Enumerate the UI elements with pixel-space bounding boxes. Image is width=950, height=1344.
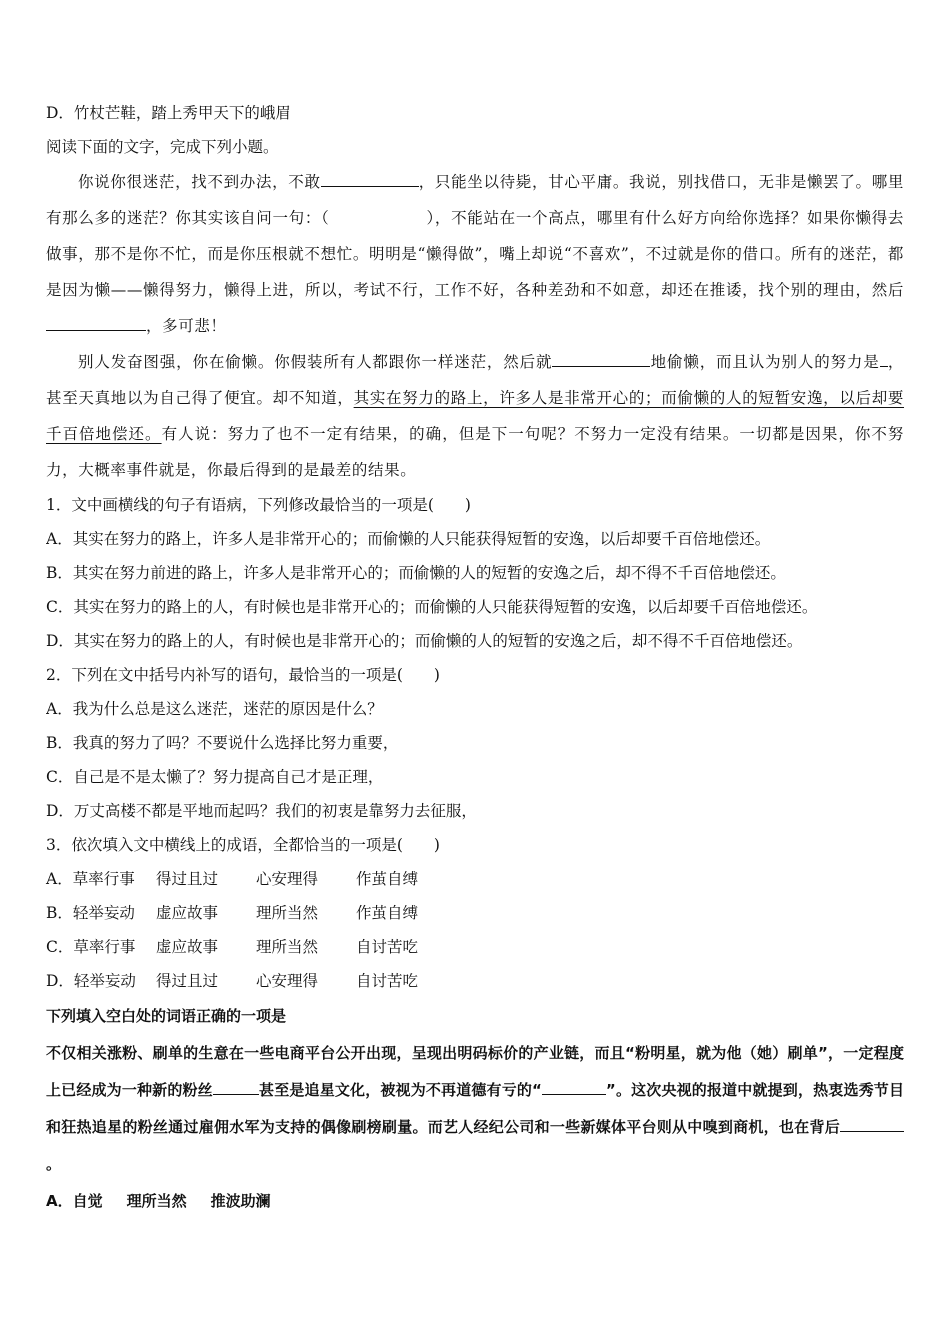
q4-option-word: 推波助澜	[210, 1192, 271, 1210]
fill-blank-1	[321, 168, 419, 187]
q2-option-b[interactable]: B．我真的努力了吗？不要说什么选择比努力重要，	[46, 734, 399, 752]
question-1-stem: 1．文中画横线的句子有语病，下列修改最恰当的一项是( )	[46, 496, 471, 514]
q4-option-word: 理所当然	[126, 1192, 187, 1210]
passage-text: 有人说：努力了也不一定有结果，的确，但是下一句呢？不努力一定没有结果。一切都是因果，你不努力，大概率事件就是，你最后得到的是最差的结果。	[46, 425, 904, 479]
q3-option-word: 自讨苦吃	[356, 938, 419, 956]
question-2-stem: 2．下列在文中括号内补写的语句，最恰当的一项是( )	[46, 666, 440, 684]
q3-option-word: 虚应故事	[156, 938, 219, 956]
q4-blank-3	[840, 1113, 904, 1132]
q4-blank-1	[213, 1076, 259, 1095]
question-4-stem: 下列填入空白处的词语正确的一项是	[46, 1007, 287, 1025]
q3-option-word: 理所当然	[256, 938, 319, 956]
q4-option-label: A．自觉	[46, 1192, 103, 1210]
q4-text: 甚至是追星文化，被视为不再道德有亏的“	[258, 1081, 542, 1099]
underlined-sentence: 其实在努力的路上，许多人是非常开心的；而偷懒的人的短暂安逸，以后却要千百倍地偿还。	[46, 389, 905, 443]
q3-option-b[interactable]	[46, 896, 904, 930]
document-page	[46, 96, 904, 1219]
passage-text: 你说你很迷茫，找不到办法，不敢	[78, 173, 321, 191]
q3-option-word: 自讨苦吃	[356, 972, 419, 990]
passage-text: ，只能坐以待毙，甘心平庸。我说，别找借口，无非是懒罢了。哪里有那么多的迷茫？你其实该自问一句：（ ），不能站在一个高点，哪里有什么好方向给你选择？如果你懒得去做事，那不是你不忙，而是你压根就不想忙。明明是“懒得做”，嘴上却说“不喜欢”，不过就是你的借口。所有的迷茫，都是因为懒——懒得努力，懒得上进，所以，考试不行，工作不好，各种差劲和不如意，却还在推诿，找个别的理由，然后	[46, 173, 904, 299]
passage-paragraph-1	[46, 164, 904, 344]
q4-blank-2	[542, 1076, 606, 1095]
reading-instruction: 阅读下面的文字，完成下列小题。	[46, 138, 279, 156]
passage-paragraph-2	[46, 344, 904, 488]
passage-text: ，多可悲！	[146, 317, 227, 335]
q3-option-word: 心安理得	[256, 972, 319, 990]
question-3-stem: 3．依次填入文中横线上的成语，全都恰当的一项是( )	[46, 836, 440, 854]
q3-option-word: 得过且过	[156, 972, 219, 990]
q3-option-c[interactable]	[46, 930, 904, 964]
q4-text: ”。这次央视的报道中就提到，热衷选秀节目和狂热追星的粉丝通过雇佣水军为支持的偶像刷榜刷量。而艺人经纪公司和一些新媒体平台则从中嗅到商机，也在背后	[46, 1081, 904, 1136]
q3-option-word: 得过且过	[156, 870, 219, 888]
q1-option-b[interactable]: B．其实在努力前进的路上，许多人是非常开心的；而偷懒的人的短暂的安逸之后，却不得不千百倍地偿还。	[46, 564, 786, 582]
fill-blank-3	[46, 312, 146, 331]
q3-option-word: 虚应故事	[156, 904, 219, 922]
q2-option-a[interactable]: A．我为什么总是这么迷茫，迷茫的原因是什么？	[46, 700, 383, 718]
q3-option-word: 心安理得	[256, 870, 319, 888]
question-4-text	[46, 1035, 904, 1183]
q2-option-c[interactable]: C．自己是不是太懒了？努力提高自己才是正理，	[46, 768, 384, 786]
q4-option-a[interactable]	[46, 1183, 904, 1219]
q1-option-a[interactable]: A．其实在努力的路上，许多人是非常开心的；而偷懒的人只能获得短暂的安逸，以后却要千百倍地偿还。	[46, 530, 771, 548]
q3-option-word: 作茧自缚	[356, 870, 419, 888]
q3-option-label: B．轻举妄动	[46, 904, 135, 922]
fill-blank-2	[552, 348, 650, 367]
q3-option-d[interactable]	[46, 964, 904, 998]
q1-option-d[interactable]: D．其实在努力的路上的人，有时候也是非常开心的；而偷懒的人的短暂的安逸之后，却不得不千百倍地偿还。	[46, 632, 803, 650]
previous-option-d: D．竹杖芒鞋，踏上秀甲天下的峨眉	[46, 104, 291, 122]
q3-option-a[interactable]	[46, 862, 904, 896]
q4-text: 。	[46, 1155, 62, 1173]
q3-option-label: C．草率行事	[46, 938, 136, 956]
fill-blank-4	[880, 348, 888, 367]
passage-text: 别人发奋图强，你在偷懒。你假装所有人都跟你一样迷茫，然后就	[78, 353, 553, 371]
q2-option-d[interactable]: D．万丈高楼不都是平地而起吗？我们的初衷是靠努力去征服，	[46, 802, 477, 820]
q3-option-label: A．草率行事	[46, 870, 135, 888]
q3-option-label: D．轻举妄动	[46, 972, 136, 990]
q3-option-word: 理所当然	[256, 904, 319, 922]
passage-text: 地偷懒，而且认为别人的努力是	[650, 353, 880, 371]
passage-text: ，甚至天真地以为自己得了便宜。却不知道，	[46, 353, 904, 407]
q3-option-word: 作茧自缚	[356, 904, 419, 922]
q4-text: 不仅相关涨粉、刷单的生意在一些电商平台公开出现，呈现出明码标价的产业链，而且“粉明星，就为他（她）刷单”，一定程度上已经成为一种新的粉丝	[46, 1044, 904, 1099]
q1-option-c[interactable]: C．其实在努力的路上的人，有时候也是非常开心的；而偷懒的人只能获得短暂的安逸，以后却要千百倍地偿还。	[46, 598, 818, 616]
